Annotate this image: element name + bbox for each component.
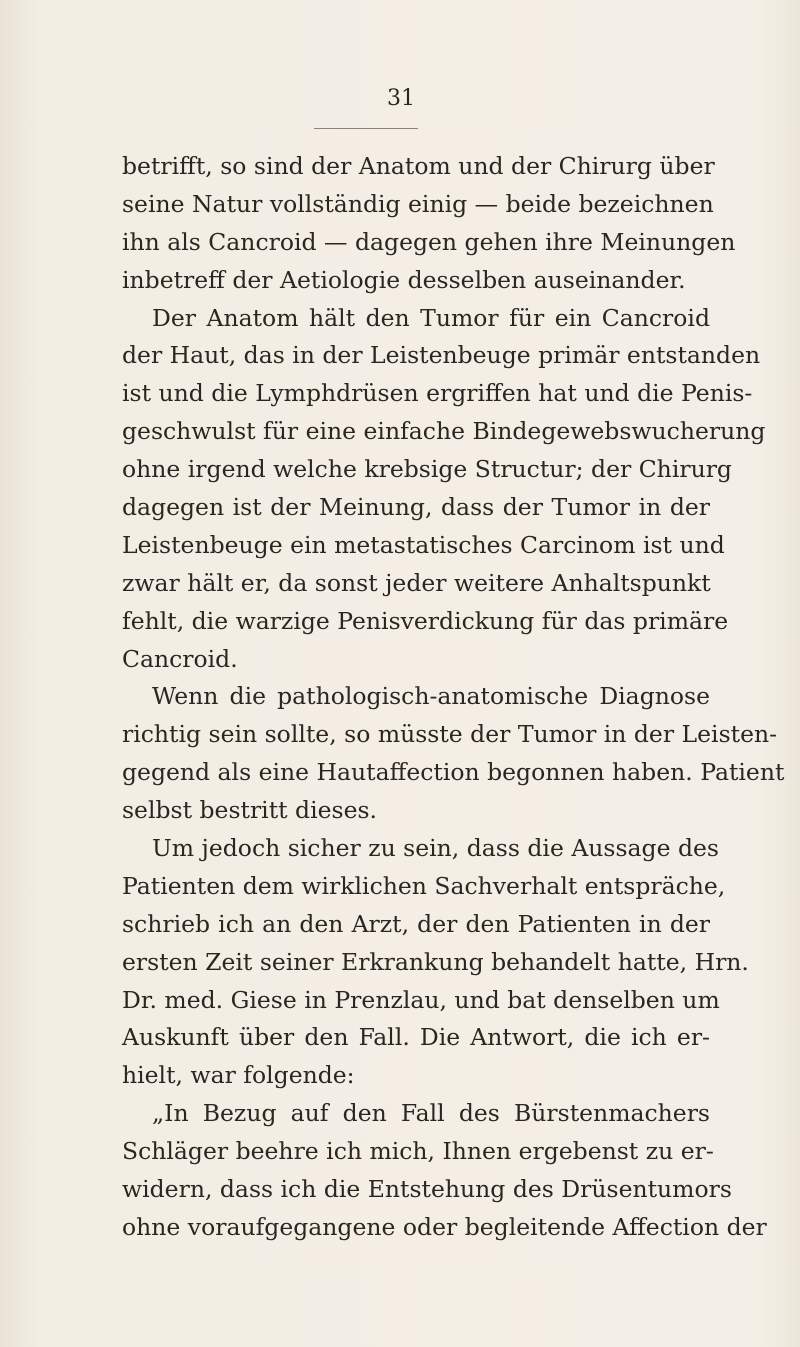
text-line: Der Anatom hält den Tumor für ein Cancroid bbox=[152, 303, 710, 332]
text-line: zwar hält er, da sonst jeder weitere Anhaltspunkt bbox=[122, 568, 711, 597]
text-line: selbst bestritt dieses. bbox=[122, 796, 378, 825]
body-text bbox=[122, 148, 785, 1247]
text-line: gegend als eine Hautaffection begonnen haben. Patient bbox=[122, 758, 785, 787]
text-line: betrifft, so sind der Anatom und der Chirurg über bbox=[122, 152, 715, 180]
text-line: Patienten dem wirklichen Sachverhalt entspräche, bbox=[122, 871, 726, 900]
header-rule bbox=[314, 128, 418, 129]
text-line: widern, dass ich die Entstehung des Drüsentumors bbox=[122, 1175, 732, 1204]
text-line: Um jedoch sicher zu sein, dass die Aussage des bbox=[152, 834, 719, 863]
text-line: richtig sein sollte, so müsste der Tumor in der Leisten- bbox=[122, 720, 778, 749]
text-line: dagegen ist der Meinung, dass der Tumor in der bbox=[122, 493, 710, 522]
text-line: seine Natur vollständig einig — beide bezeichnen bbox=[122, 189, 714, 218]
text-line: inbetreff der Aetiologie desselben auseinander. bbox=[122, 265, 686, 294]
text-line: Auskunft über den Fall. Die Antwort, die ich er- bbox=[122, 1023, 710, 1052]
text-line: der Haut, das in der Leistenbeuge primär entstanden bbox=[122, 341, 761, 370]
text-line: ihn als Cancroid — dagegen gehen ihre Meinungen bbox=[122, 227, 736, 256]
text-line: Cancroid. bbox=[122, 644, 238, 673]
text-line: ohne voraufgegangene oder begleitende Affection der bbox=[122, 1212, 767, 1241]
text-line: fehlt, die warzige Penisverdickung für das primäre bbox=[122, 606, 729, 635]
page-number: 31 bbox=[387, 86, 415, 111]
text-line: Wenn die pathologisch-anatomische Diagnose bbox=[152, 682, 710, 711]
text-line: Dr. med. Giese in Prenzlau, und bat denselben um bbox=[122, 985, 720, 1014]
text-line: Leistenbeuge ein metastatisches Carcinom ist und bbox=[122, 530, 725, 559]
text-line: schrieb ich an den Arzt, der den Patienten in der bbox=[122, 909, 710, 938]
text-line: ohne irgend welche krebsige Structur; der Chirurg bbox=[122, 455, 732, 484]
text-line: Schläger beehre ich mich, Ihnen ergebenst zu er- bbox=[122, 1137, 714, 1166]
text-line: ersten Zeit seiner Erkrankung behandelt hatte, Hrn. bbox=[122, 947, 749, 976]
text-line: geschwulst für eine einfache Bindegewebswucherung bbox=[122, 417, 766, 446]
text-line: ist und die Lymphdrüsen ergriffen hat und die Penis- bbox=[122, 379, 753, 408]
text-line: „In Bezug auf den Fall des Bürstenmachers bbox=[152, 1099, 710, 1128]
text-line: hielt, war folgende: bbox=[122, 1061, 355, 1090]
